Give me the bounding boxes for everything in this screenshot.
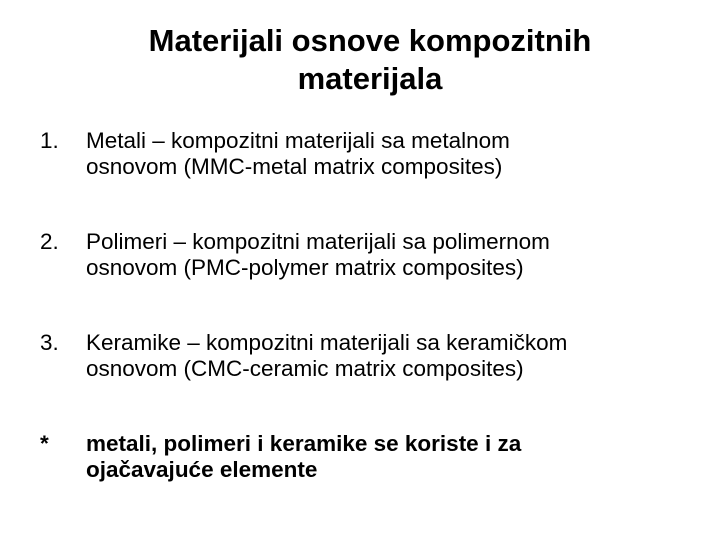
- note-marker: *: [40, 431, 49, 456]
- title-line-2: materijala: [297, 61, 443, 96]
- content-list: [40, 128, 700, 483]
- list-item: [40, 229, 700, 281]
- note-line-2: ojačavajuće elemente: [86, 457, 318, 482]
- list-marker: 1.: [40, 128, 59, 153]
- note-item: [40, 431, 700, 483]
- list-item-line-1: Keramike – kompozitni materijali sa keramičkom: [86, 330, 568, 355]
- title-line-1: Materijali osnove kompozitnih: [148, 23, 592, 58]
- slide-title: [60, 22, 680, 98]
- list-item: [40, 330, 700, 382]
- list-item-line-1: Metali – kompozitni materijali sa metalnom: [86, 128, 510, 153]
- list-marker: 3.: [40, 330, 59, 355]
- list-item-line-2: osnovom (MMC-metal matrix composites): [86, 154, 503, 179]
- list-item-line-2: osnovom (CMC-ceramic matrix composites): [86, 356, 524, 381]
- list-marker: 2.: [40, 229, 59, 254]
- note-line-1: metali, polimeri i keramike se koriste i za: [86, 431, 522, 456]
- list-item: [40, 128, 700, 180]
- list-item-line-2: osnovom (PMC-polymer matrix composites): [86, 255, 524, 280]
- list-item-line-1: Polimeri – kompozitni materijali sa polimernom: [86, 229, 550, 254]
